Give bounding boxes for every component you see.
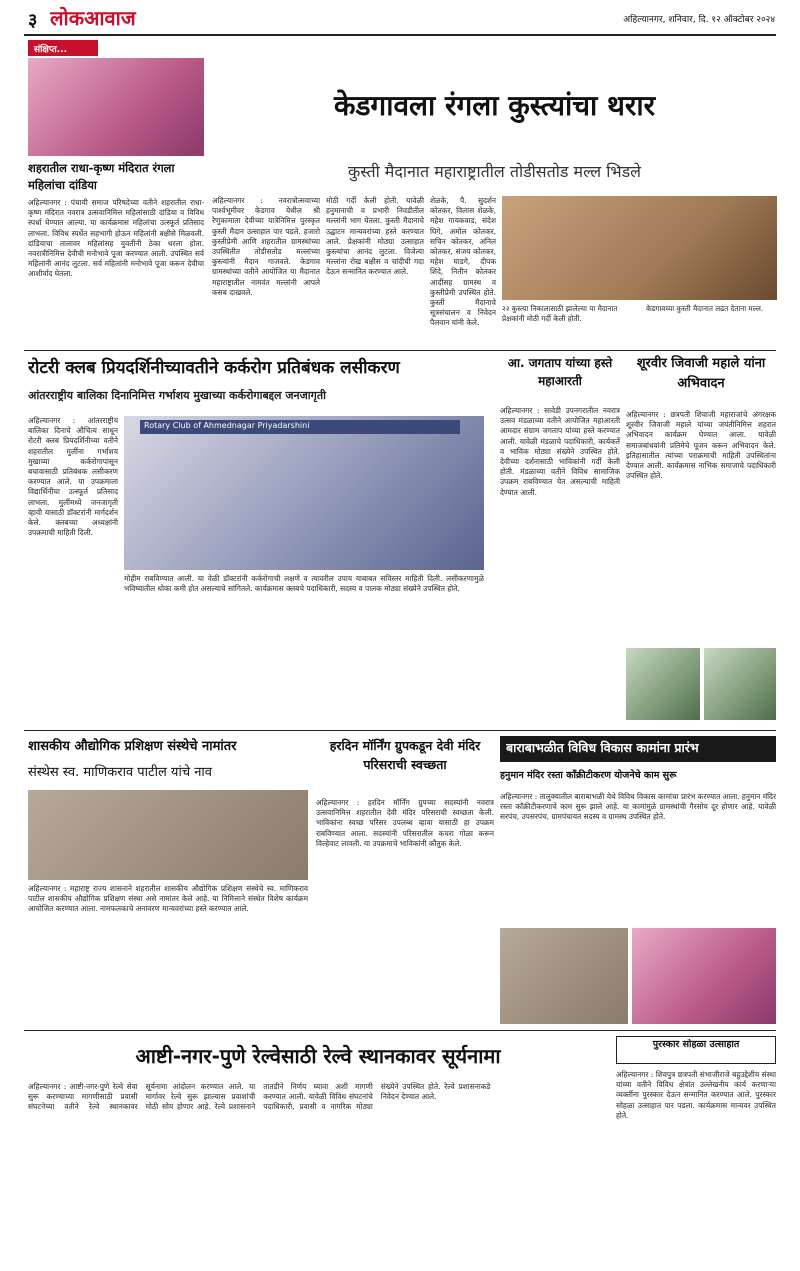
section-rule-1 [24, 350, 776, 351]
award-body: अहिल्यानगर : शिवपुत्र छत्रपती संभाजीराजे बहुउद्देशीय संस्था यांच्या वतीने विविध क्षेत्रांत उल्लेखनीय कार्य करणाऱ्या व्यक्तींना पुरस्कार देऊन सन्मानित करण्यात आले. पुरस्कार सोहळा उत्साहात पार पडला. कार्यक्रमास मान्यवर उपस्थित होते. [616, 1070, 776, 1120]
railway-body: अहिल्यानगर : आष्टी-नगर-पुणे रेल्वे सेवा सुरू करण्याच्या मागणीसाठी प्रवासी संघटनेच्या वतीने रेल्वे स्थानकावर सूर्यनामा आंदोलन करण्यात आले. या मार्गावर रेल्वे सुरू झाल्यास प्रवाशांची मोठी सोय होणार आहे. रेल्वे प्रशासनाने तातडीने निर्णय घ्यावा अशी मागणी करण्यात आली. यावेळी विविध संघटनांचे पदाधिकारी, प्रवासी व नागरिक मोठ्या संख्येने उपस्थित होते. रेल्वे प्रशासनाकडे निवेदन देण्यात आले. [28, 1082, 491, 1112]
lead-subhead: कुस्ती मैदानात महाराष्ट्रातील तोडीसतोड मल्ल भिडले [347, 162, 642, 181]
brief-photo [28, 58, 204, 156]
devi-headline: हरदिन मॉर्निंग ग्रुपकडून देवी मंदिर परिसराची स्वच्छता [329, 738, 481, 772]
rotary-banner: Rotary Club of Ahmednagar Priyadarshini [140, 420, 460, 434]
rotary-body-2: मोहीम राबविण्यात आली. या वेळी डॉक्टरांनी कर्करोगाची लक्षणे व त्यावरील उपाय याबाबत सविस्तर माहिती दिली. लसीकरणामुळे भविष्यातील धोका कमी होत असल्याचे सांगितले. कार्यक्रमास क्लबचे पदाधिकारी, सदस्य व पालक मोठ्या संख्येने उपस्थित होते. [124, 574, 484, 594]
section-rule-2 [24, 730, 776, 731]
award-tag [616, 1036, 776, 1064]
lead-col-3: शेळके, पै. सुदर्शन कोतकर, विलास शेळके, महेश गायकवाड, संदेश घिगे, अमोल कोतकर, सचिन कोतकर, अनिल कोतकर, संजय कोतकर, महेश घाडगे, दीपक शिंदे, नितीन कोतकर आदींसह ग्रामस्थ व कुस्तीप्रेमी उपस्थित होते. कुस्ती मैदानाचे सूत्रसंचालन व निवेदन पैलवान यांनी केले. [430, 196, 496, 328]
lead-col-2: मोठी गर्दी केली होती. यावेळी हनुमानाची व प्रभारी निवडीतील मल्लांनी भाग घेतला. कुस्ती मैदानाचे उद्घाटन मान्यवरांच्या हस्ते करण्यात आले. प्रेक्षकांनी मोठ्या उत्साहात कुस्त्यांचा आनंद लुटला. विजेत्या मल्लांना रोख बक्षीस व चांदीची गदा देऊन सन्मानित करण्यात आले. [326, 196, 424, 277]
masthead-rule [24, 34, 776, 36]
lead-col-1: अहिल्यानगर : नवरात्रोत्सवाच्या पार्श्वभूमीवर केडगाव येथील श्री रेणुकामाता देवीच्या यात्रेनिमित्त पुरस्कृत कुस्ती मैदान उत्साहात पार पडले. हजारो कुस्तीप्रेमी आणि शहरातील ग्रामस्थांच्या उपस्थितीत तोडीसतोड मल्लांच्या कुस्त्यांनी मैदान गाजवले. केडगाव ग्रामस्थांच्या वतीने आयोजित या मैदानात महाराष्ट्रातील नामवंत मल्लांनी आपले कसब दाखवले. [212, 196, 320, 297]
jagtap-body: अहिल्यानगर : सावेडी उपनगरातील नवरात्र उत्सव मंडळाच्या वतीने आयोजित महाआरती आमदार संग्राम जगताप यांच्या हस्ते करण्यात आली. यावेळी मंडळाचे पदाधिकारी, कार्यकर्ते व भाविक मोठ्या संख्येने उपस्थित होते. देवीच्या दर्शनासाठी भाविकांनी गर्दी केली होती. मंडळाच्या वतीने विविध सामाजिक उपक्रम राबविण्यात येत असल्याची माहिती देण्यात आली. [500, 406, 620, 497]
masthead [0, 0, 800, 34]
mahale-body: अहिल्यानगर : छत्रपती शिवाजी महाराजांचे अंगरक्षक शूरवीर जिवाजी महाले यांच्या जयंतीनिमित्त शहरात अभिवादन कार्यक्रम घेण्यात आला. यावेळी समाजबांधवांनी प्रतिमेचे पूजन करून अभिवादन केले. इतिहासातील त्यांच्या पराक्रमाची माहिती उपस्थितांना देण्यात आली. कार्यक्रमास नाभिक समाजाचे पदाधिकारी उपस्थित होते. [626, 410, 776, 481]
newspaper-logo [50, 4, 170, 30]
mahale-photo-1 [626, 648, 700, 720]
rotary-headline: रोटरी क्लब प्रियदर्शिनीच्यावतीने कर्करोग प्रतिबंधक लसीकरण [28, 358, 400, 378]
barabhai-photo-1 [500, 928, 628, 1024]
lead-photo-caption-1: २२ कुस्त्या निकालासाठी झालेल्या या मैदानात प्रेक्षकांनी मोठी गर्दी केली होती. [502, 304, 618, 323]
jagtap-headline: आ. जगताप यांच्या हस्ते महाआरती [507, 356, 613, 388]
award-tag-text: पुरस्कार सोहळा उत्साहात [652, 1039, 740, 1050]
mahale-headline: शूरवीर जिवाजी महाले यांना अभिवादन [636, 356, 766, 391]
rotary-photo [124, 416, 484, 570]
iti-photo [28, 790, 308, 880]
barabhai-headline-box [500, 736, 776, 762]
barabhai-headline: बाराबाभळीत विविध विकास कामांना प्रारंभ [506, 740, 699, 755]
page-number: ३ [28, 10, 38, 31]
railway-headline: आष्टी-नगर-पुणे रेल्वेसाठी रेल्वे स्थानकावर सूर्यनामा [135, 1044, 501, 1068]
dateline: अहिल्यानगर, शनिवार, दि. १२ ऑक्टोबर २०२४ [623, 15, 775, 25]
iti-subhead: संस्थेस स्व. माणिकराव पाटील यांचे नाव [28, 765, 213, 780]
section-rule-3 [24, 1030, 776, 1031]
iti-body: अहिल्यानगर : महाराष्ट्र राज्य शासनाने शहरातील शासकीय औद्योगिक प्रशिक्षण संस्थेचे स्व. माणिकराव पाटील शासकीय औद्योगिक प्रशिक्षण संस्था असे नामांतर केले आहे. या निमित्ताने संस्थेत विशेष कार्यक्रम आयोजित करण्यात आला. नामफलकाचे अनावरण मान्यवरांच्या हस्ते करण्यात आले. [28, 884, 308, 914]
barabhai-body: अहिल्यानगर : तालुक्यातील बाराबाभळी येथे विविध विकास कामांचा प्रारंभ करण्यात आला. हनुमान मंदिर रस्ता काँक्रीटीकरणाचे काम सुरू झाले आहे. या कामांमुळे ग्रामस्थांची गैरसोय दूर होणार आहे. यावेळी सरपंच, उपसरपंच, ग्रामपंचायत सदस्य व ग्रामस्थ उपस्थित होते. [500, 792, 776, 822]
brief-body: अहिल्यानगर : पंचायी समाज परिषदेच्या वतीने शहरातील राधा-कृष्ण मंदिरात नवरात्र उत्सवानिमित्त महिलांसाठी दांडिया व विविध स्पर्धा घेण्यात आल्या. या कार्यक्रमास महिलांचा उत्स्फूर्त प्रतिसाद लाभला. विविध स्पर्धेत सहभागी होऊन महिलांनी बक्षीसे मिळवली. दांडियाचा तालावर महिलांसह युवतींनी ठेका धरला होता. नवरात्रीनिमित्त देवीची मनोभावे पूजा करण्यात आली. उपस्थित सर्व महिलांनी आनंद लुटला. सर्व महिलांनी मनोभावे पूजा करून देवीचा आशीर्वाद घेतला. [28, 198, 204, 279]
barabhai-photo-2 [632, 928, 776, 1024]
iti-headline: शासकीय औद्योगिक प्रशिक्षण संस्थेचे नामांतर [28, 739, 237, 754]
lead-photo [502, 196, 777, 300]
barabhai-subhead: हनुमान मंदिर रस्ता काँक्रीटीकरण योजनेचे काम सुरू [500, 770, 677, 781]
lead-photo-caption-2: केडगावच्या कुस्ती मैदानात लढत देताना मल्ल. [646, 304, 764, 313]
devi-body: अहिल्यानगर : हरदिन मॉर्निंग ग्रुपच्या सदस्यांनी नवरात्र उत्सवानिमित्त शहरातील देवी मंदिर परिसराची स्वच्छता केली. भाविकांना स्वच्छ परिसर उपलब्ध व्हावा यासाठी हा उपक्रम राबविण्यात आला. सदस्यांनी परिसरातील कचरा गोळा करून विल्हेवाट लावली. या उपक्रमाचे भाविकांनी कौतुक केले. [316, 798, 494, 848]
lead-headline: केडगावला रंगला कुस्त्यांचा थरार [333, 89, 656, 122]
brief-tag: संक्षिप्त... [28, 40, 98, 56]
rotary-subhead: आंतरराष्ट्रीय बालिका दिनानिमित्त गर्भाशय मुखाच्या कर्करोगाबद्दल जनजागृती [28, 389, 326, 402]
brief-title: शहरातील राधा-कृष्ण मंदिरात रंगला महिलांचा दांडिया [28, 161, 175, 192]
logo-text: लोकआवाज [50, 6, 136, 30]
mahale-photo-2 [704, 648, 776, 720]
rotary-body: अहिल्यानगर : आंतरराष्ट्रीय बालिका दिनाचे औचित्य साधून रोटरी क्लब प्रियदर्शिनीच्या वतीने शहरातील मुलींना गर्भाशय मुखाच्या कर्करोगापासून बचावासाठी प्रतिबंधक लसीकरण करण्यात आले. या उपक्रमाला विद्यार्थिनींचा उत्स्फूर्त प्रतिसाद लाभला. मुलींमध्ये जनजागृती व्हावी यासाठी डॉक्टरांनी मार्गदर्शन केले. क्लबच्या अध्यक्षांनी उपक्रमाची माहिती दिली. [28, 416, 118, 538]
